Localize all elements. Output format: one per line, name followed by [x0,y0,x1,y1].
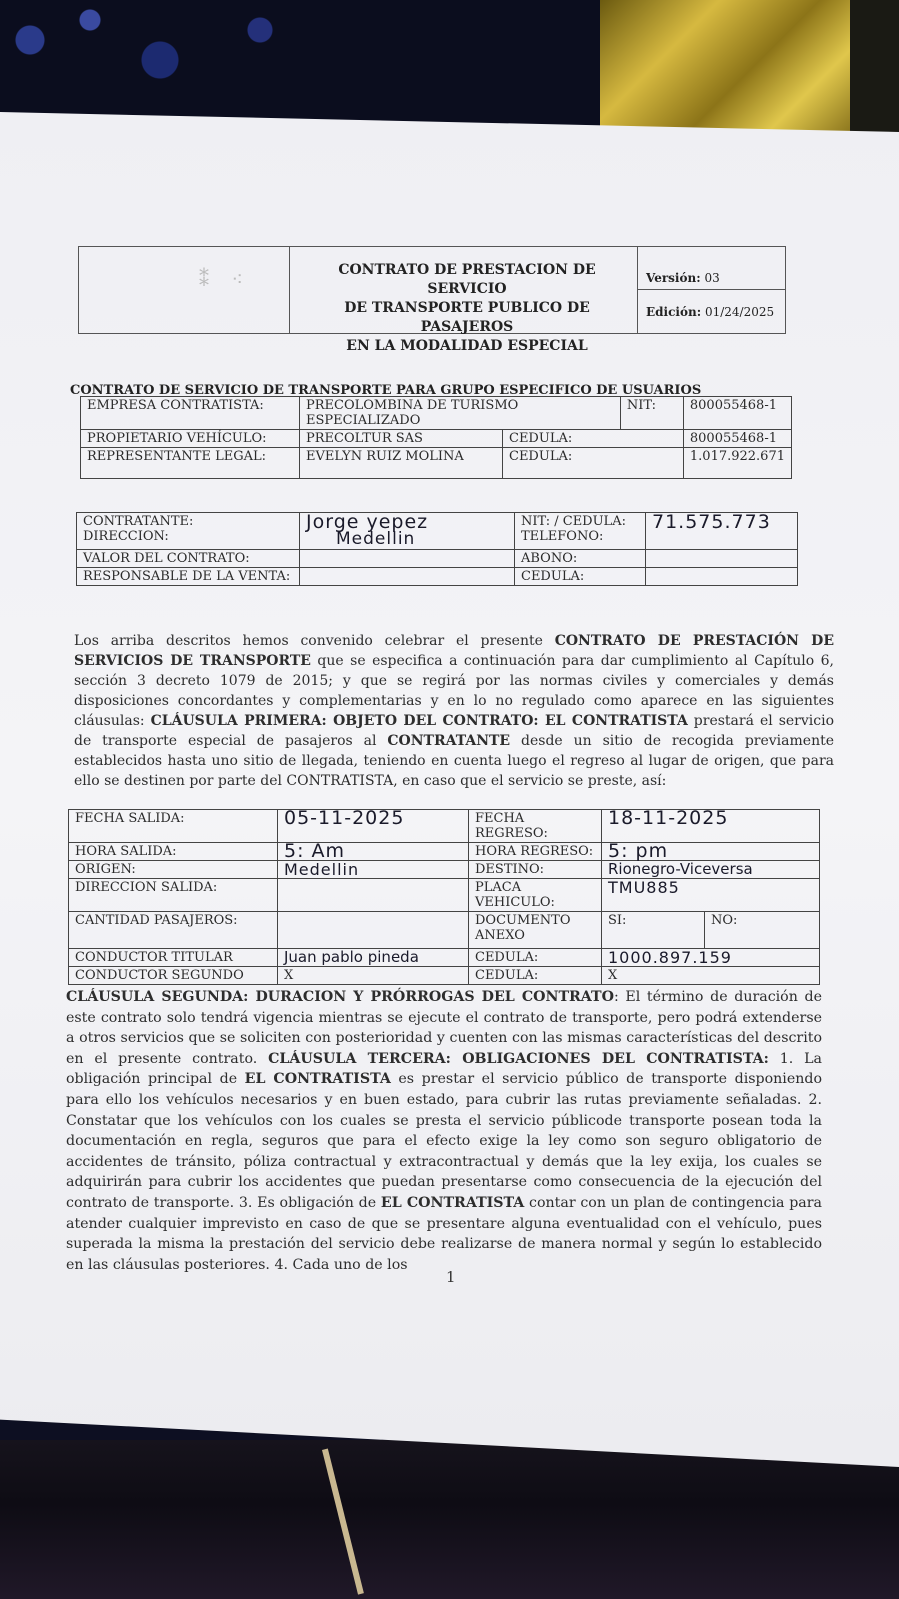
conductor-segundo-label: CONDUCTOR SEGUNDO [69,967,278,985]
contratante-cell [77,513,300,550]
intro-text: prestará el servicio de transporte especial de pasajeros al [74,713,834,749]
representante-label: REPRESENTANTE LEGAL: [81,448,300,479]
header-title-line1: CONTRATO DE PRESTACION DE SERVICIO [338,262,596,297]
cedula1-value: 800055468-1 [683,430,791,448]
origen-value: Medellin [278,861,469,879]
cedula-segundo-label: CEDULA: [469,967,602,985]
hora-salida-label: HORA SALIDA: [69,843,278,861]
nit-cedula-cell [515,513,646,550]
edition [646,305,774,319]
propietario-label: PROPIETARIO VEHÍCULO: [81,430,300,448]
intro-bold: CONTRATANTE [387,733,511,749]
cedula2-label: CEDULA: [503,448,684,479]
direccion-salida-value [278,879,469,912]
table-row [81,397,792,430]
intro-text: Los arriba descritos hemos convenido celebrar el presente [74,633,555,649]
destino-value: Rionegro-Viceversa [602,861,820,879]
company-table [80,396,792,479]
header-title [297,261,637,356]
table-row [69,967,820,985]
background-gold-foil [600,0,860,140]
cantidad-value [278,912,469,949]
intro-bold: CLÁUSULA PRIMERA: OBJETO DEL CONTRATO: EL CONTRATISTA [150,713,688,729]
version-value: 03 [704,271,720,285]
origen-label: ORIGEN: [69,861,278,879]
table-row [69,843,820,861]
cantidad-label: CANTIDAD PASAJEROS: [69,912,278,949]
propietario-value: PRECOLTUR SAS [300,430,503,448]
table-row [69,912,820,949]
clause-bold: EL CONTRATISTA [380,1194,525,1211]
clause-bold: CLÁUSULA TERCERA: OBLIGACIONES DEL CONTRATISTA: [268,1050,769,1067]
responsable-label: RESPONSABLE DE LA VENTA: [77,568,300,586]
background-bottom [0,1440,899,1599]
fecha-salida-label: FECHA SALIDA: [69,810,278,843]
cedula-titular-label: CEDULA: [469,949,602,967]
placa-value: TMU885 [602,879,820,912]
fecha-regreso-label: FECHA REGRESO: [469,810,602,843]
logo-mark-icon: ⁑ ⁖ [199,267,252,291]
table-row [77,513,798,550]
no-label: NO: [705,912,820,949]
empresa-label: EMPRESA CONTRATISTA: [81,397,300,430]
destino-label: DESTINO: [469,861,602,879]
fecha-salida-value: 05-11-2025 [278,810,469,843]
responsable-value [300,568,515,586]
version-label: Versión: [646,271,701,285]
abono-value [646,550,798,568]
section-title: CONTRATO DE SERVICIO DE TRANSPORTE PARA GRUPO ESPECIFICO DE USUARIOS [70,383,702,398]
representante-value: EVELYN RUIZ MOLINA [300,448,503,479]
background-fabric [0,0,620,130]
telefono-label: TELEFONO: [521,529,604,544]
valor-label: VALOR DEL CONTRATO: [77,550,300,568]
empresa-value: PRECOLOMBINA DE TURISMO ESPECIALIZADO [300,397,621,430]
contratante-value-cell [300,513,515,550]
si-label: SI: [602,912,705,949]
nit-cedula-label: NIT: / CEDULA: [521,514,626,529]
cedula2-value: 1.017.922.671 [683,448,791,479]
document-header [78,246,786,354]
contratante-value: Jorge yepez [306,511,429,533]
hora-salida-value: 5: Am [278,843,469,861]
clause-text: es prestar el servicio público de transporte disponiendo para ello los vehículos necesarios y en buen estado, para cubrir las rutas previamente señaladas. 2. Constatar que los vehículos con los cuales se presta el servicio públicode transporte posean toda la documentación en regla, seguros que para el efecto exige la ley como son seguro obligatorio de accidentes de tránsito, póliza contractual y extracontractual y demás que la ley exija, los cuales se adquirirán para cubrir los accidentes que puedan presentarse como consecuencia de la ejecución del contrato de transporte. 3. Es obligación de [66,1071,822,1211]
clause-bold: EL CONTRATISTA [244,1071,391,1088]
contratante-label: CONTRATANTE: [83,514,194,529]
table-row [69,861,820,879]
clauses-paragraph [66,987,822,1275]
header-meta [637,247,786,333]
fecha-regreso-value: 18-11-2025 [602,810,820,843]
client-table [76,512,798,586]
placa-label: PLACA VEHICULO: [469,879,602,912]
conductor-segundo-value: X [278,967,469,985]
intro-paragraph [74,631,834,791]
nit-cedula-value: 71.575.773 [652,511,771,533]
table-row [81,430,792,448]
edition-value: 01/24/2025 [704,305,775,319]
cedula-label: CEDULA: [515,568,646,586]
trip-table [68,809,820,985]
cedula1-label: CEDULA: [503,430,684,448]
clause-text: contar con un plan de contingencia para atender cualquier imprevisto en caso de que se presentare alguna eventualidad con el vehículo, pues superada la misma la prestación del servicio debe realizarse de manera normal y según lo establecido en las cláusulas posteriores. 4. Cada uno de los [66,1194,822,1273]
nit-label: NIT: [620,397,683,430]
direccion-salida-label: DIRECCION SALIDA: [69,879,278,912]
direccion-value: Medellin [336,529,416,549]
divider [638,289,786,290]
header-title-line3: EN LA MODALIDAD ESPECIAL [346,338,588,354]
cedula-titular-value: 1000.897.159 [602,949,820,967]
version [646,271,720,285]
conductor-titular-label: CONDUCTOR TITULAR [69,949,278,967]
table-row [69,949,820,967]
nit-value: 800055468-1 [683,397,791,430]
table-row [77,568,798,586]
clause-bold: CLÁUSULA SEGUNDA: DURACION Y PRÓRROGAS DEL CONTRATO [66,989,614,1005]
table-row [81,448,792,479]
intro-bold: CONTRATO DE PRESTACIÓN DE SERVICIOS DE TRANSPORTE [74,633,834,669]
hora-regreso-value: 5: pm [602,843,820,861]
background-corner [850,0,899,140]
nit-cedula-value-cell [646,513,798,550]
hora-regreso-label: HORA REGRESO: [469,843,602,861]
page-number: 1 [446,1268,456,1286]
table-row [69,879,820,912]
intro-text: que se especifica a continuación para dar cumplimiento al Capítulo 6, sección 3 decreto 1079 de 2015; y que se regirá por las normas civiles y comerciales y demás disposiciones concordantes y complementarias y en lo no regulado como aparece en las siguientes cláusulas: [74,653,834,729]
clause-text: : El término de duración de este contrato solo tendrá vigencia mientras se ejecute el contrato de transporte, pero podrá extenderse a otros servicios que se soliciten con posterioridad y cuenten con las mismas características del descrito en el presente contrato. [66,989,822,1067]
table-row [77,550,798,568]
header-title-line2: DE TRANSPORTE PUBLICO DE PASAJEROS [344,300,590,335]
valor-value [300,550,515,568]
edition-label: Edición: [646,305,702,319]
abono-label: ABONO: [515,550,646,568]
cedula-value [646,568,798,586]
company-logo [79,247,290,333]
documento-label: DOCUMENTO ANEXO [469,912,602,949]
intro-text: desde un sitio de recogida previamente establecidos hasta uno sitio de llegada, teniendo en cuenta luego el regreso al lugar de origen, que para ello se destinen por parte del CONTRATISTA, en caso que el servicio se preste, así: [74,733,834,789]
table-row [69,810,820,843]
conductor-titular-value: Juan pablo pineda [278,949,469,967]
cedula-segundo-value: X [602,967,820,985]
clause-text: 1. La obligación principal de [66,1050,823,1088]
direccion-label: DIRECCION: [83,529,169,544]
